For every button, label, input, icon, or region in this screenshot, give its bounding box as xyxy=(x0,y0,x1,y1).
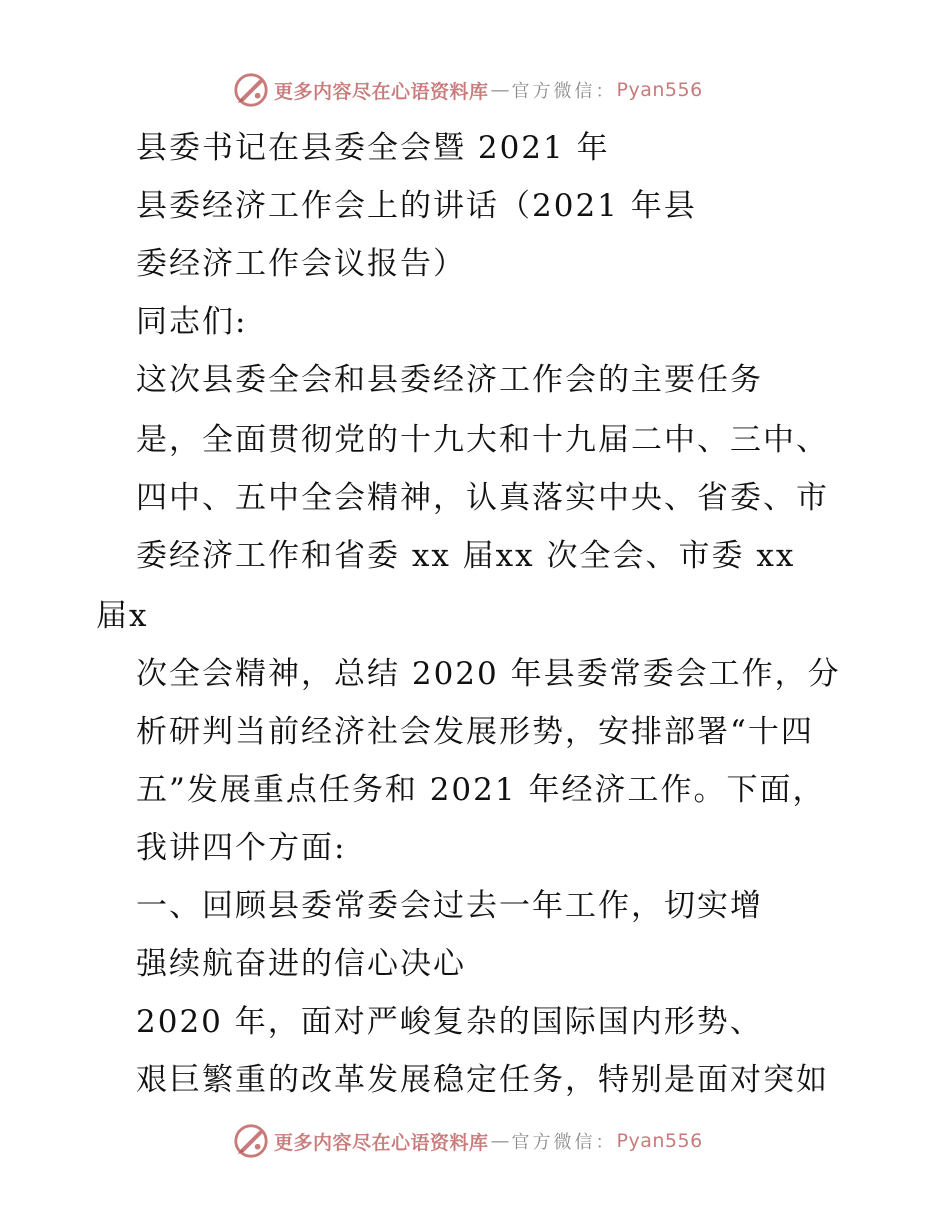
watermark-handle: Pyan556 xyxy=(616,79,703,101)
doc-paragraph-line: 这次县委全会和县委经济工作会的主要任务 xyxy=(136,362,763,398)
watermark-dash: — xyxy=(490,79,510,101)
doc-paragraph-line: 次全会精神，总结 2020 年县委常委会工作，分 xyxy=(136,656,841,692)
watermark-dash: — xyxy=(490,1130,510,1152)
doc-paragraph-line: 我讲四个方面: xyxy=(136,830,347,866)
doc-section-heading-line-2: 强续航奋进的信心决心 xyxy=(136,946,466,982)
quill-pen-logo-icon xyxy=(232,1122,270,1160)
doc-paragraph-line: 是，全面贯彻党的十九大和十九届二中、三中、 xyxy=(136,422,829,458)
doc-paragraph-line: 四中、五中全会精神，认真落实中央、省委、市 xyxy=(136,480,829,516)
doc-paragraph-line: 艰巨繁重的改革发展稳定任务，特别是面对突如 xyxy=(136,1062,829,1098)
doc-title-line-2: 县委经济工作会上的讲话（2021 年县 xyxy=(136,188,697,224)
doc-paragraph-line: 届x xyxy=(96,598,149,634)
doc-title-line-3: 委经济工作会议报告） xyxy=(136,246,466,282)
watermark-handle: Pyan556 xyxy=(616,1130,703,1152)
watermark-official-label: 官方微信： xyxy=(511,81,617,102)
doc-section-heading-line-1: 一、回顾县委常委会过去一年工作，切实增 xyxy=(136,888,763,924)
doc-paragraph-line: 委经济工作和省委 xx 届xx 次全会、市委 xx xyxy=(136,538,796,574)
watermark-main-text: 更多内容尽在心语资料库 xyxy=(274,80,489,103)
doc-paragraph-line: 析研判当前经济社会发展形势，安排部署“十四 xyxy=(136,714,814,750)
doc-title-line-1: 县委书记在县委全会暨 2021 年 xyxy=(136,130,610,166)
watermark-header xyxy=(232,70,703,110)
quill-pen-logo-icon xyxy=(232,71,270,109)
doc-salutation: 同志们: xyxy=(136,304,248,340)
watermark-official-label: 官方微信： xyxy=(511,1132,617,1153)
watermark-footer xyxy=(232,1121,703,1161)
doc-paragraph-line: 五”发展重点任务和 2021 年经济工作。下面， xyxy=(136,772,826,808)
watermark-main-text: 更多内容尽在心语资料库 xyxy=(274,1131,489,1154)
doc-paragraph-line: 2020 年，面对严峻复杂的国际国内形势、 xyxy=(136,1004,763,1040)
